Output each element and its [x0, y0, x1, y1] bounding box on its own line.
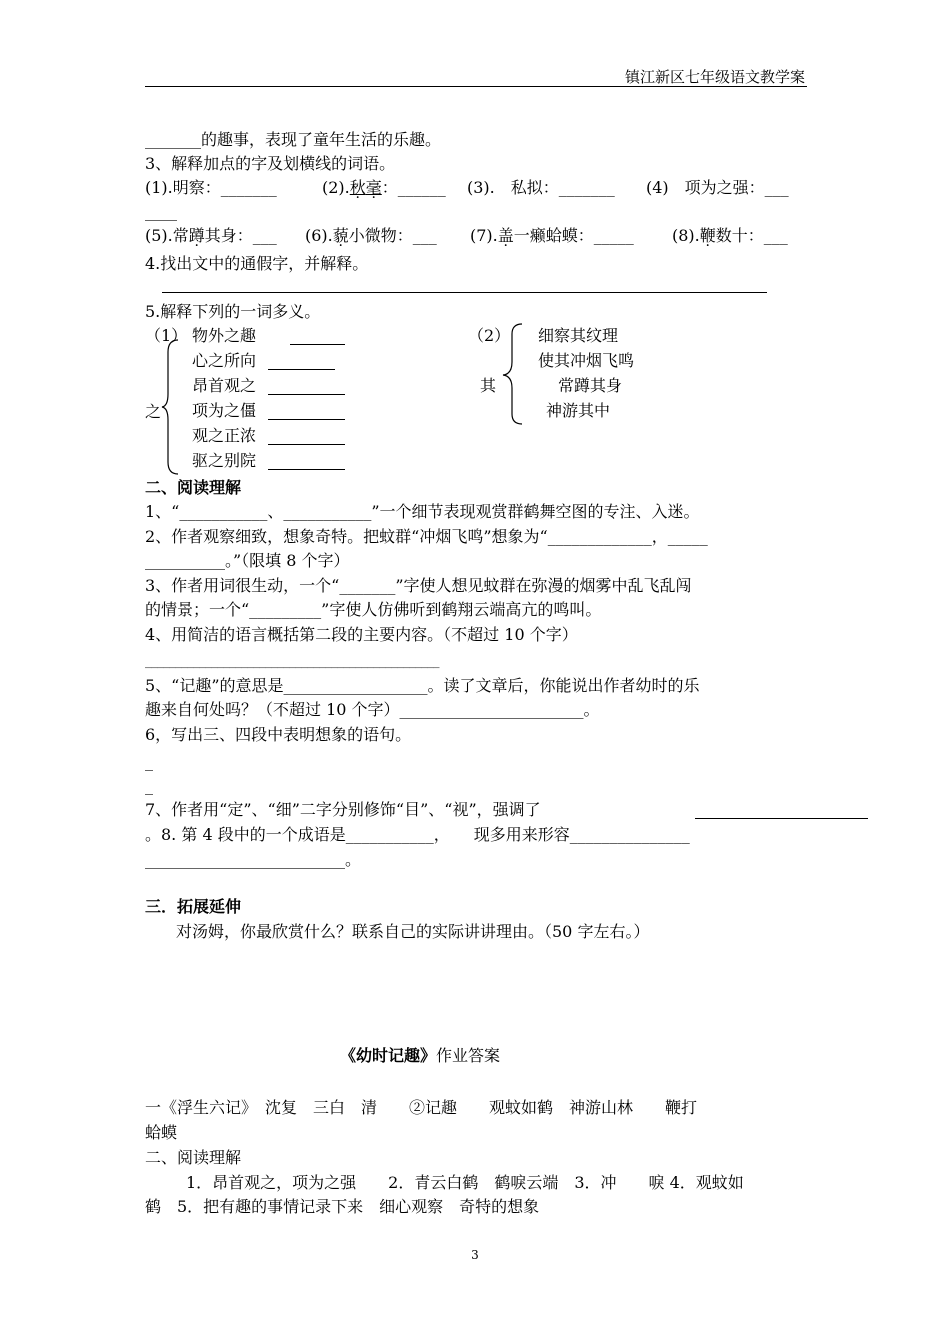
- reading-question-6-blank: _: [145, 776, 153, 795]
- reading-question-8-cont: _________________________。: [145, 850, 362, 869]
- group2-item: 使其冲烟飞鸣: [538, 351, 635, 370]
- vocab-question-3: (3). 私拟：_______: [467, 178, 615, 197]
- reading-question-8: 。8. 第 4 段中的一个成语是___________， 现多用来形容_______________: [145, 825, 690, 844]
- reading-question-3-cont: 的情景；一个“_________”字使人仿佛听到鹤翔云端高亢的鸣叫。: [145, 600, 602, 619]
- reading-question-5-cont: 趣来自何处吗？（不超过 10 个字）_______________________。: [145, 700, 600, 719]
- group1-blank: [268, 369, 335, 370]
- reading-question-3: 3、作者用词很生动，一个“_______”字使人想见蚊群在弥漫的烟雾中乱飞乱闯: [145, 576, 692, 595]
- reading-question-7: 7、作者用“定”、“细”二字分别修饰“目”、“视”，强调了: [145, 800, 541, 819]
- reading-question-1: 1、“___________、___________”一个细节表现观赏群鹤舞空图的专注、入迷。: [145, 502, 700, 521]
- answer-line: [162, 292, 767, 293]
- group2-item: 细察其纹理: [538, 326, 619, 345]
- answers-line: 二、阅读理解: [145, 1148, 242, 1167]
- group1-item: 观之正浓: [192, 426, 257, 445]
- reading-question-6-blank: _: [145, 752, 153, 771]
- group1-number: （1）: [145, 326, 188, 345]
- group1-blank: [268, 394, 345, 395]
- extension-question: 对汤姆，你最欣赏什么？联系自己的实际讲讲理由。（50 字左右。）: [176, 922, 650, 941]
- page-number: 3: [471, 1248, 479, 1262]
- answers-line: 一《浮生六记》 沈复 三白 清 ②记趣 观蚊如鹤 神游山林 鞭打: [145, 1098, 698, 1117]
- group2-char: 其: [480, 376, 497, 395]
- group2-number: （2）: [468, 326, 511, 345]
- reading-question-6: 6，写出三、四段中表明想象的语句。: [145, 725, 412, 744]
- vocab-question-8: (8).鞭数十：___: [672, 226, 788, 245]
- header-rule: [145, 86, 807, 87]
- reading-question-7-blank: [695, 818, 868, 819]
- vocab-question-2: (2).秋毫：______: [322, 178, 446, 197]
- part1-line-1: _______的趣事，表现了童年生活的乐趣。: [145, 130, 442, 149]
- group1-blank: [268, 444, 345, 445]
- group1-brace: [160, 338, 182, 476]
- vocab-question-7: (7).盖一癞蛤蟆：_____: [470, 226, 634, 245]
- answers-line: 1．昂首观之，项为之强 2．青云白鹤 鹤唳云端 3．冲 唳 4．观蚊如: [186, 1173, 744, 1192]
- part1-instruction-5: 5.解释下列的一词多义。: [145, 302, 321, 321]
- group1-item: 昂首观之: [192, 376, 257, 395]
- group1-blank: [268, 469, 345, 470]
- vocab-question-6: (6).藐小微物：___: [305, 226, 437, 245]
- vocab-question-4: (4) 项为之强：___: [646, 178, 789, 197]
- group1-item: 物外之趣: [192, 326, 257, 345]
- group1-char: 之: [145, 402, 162, 421]
- group2-item: 神游其中: [546, 401, 611, 420]
- reading-question-2: 2、作者观察细致，想象奇特。把蚊群“冲烟飞鸣”想象为“_____________，_____: [145, 527, 708, 546]
- group1-blank: [290, 344, 345, 345]
- group1-blank: [268, 419, 345, 420]
- group2-item: 常蹲其身: [558, 376, 623, 395]
- answers-title: 《幼时记趣》作业答案: [340, 1046, 501, 1065]
- answers-line: 鹤 5．把有趣的事情记录下来 细心观察 奇特的想象: [145, 1197, 540, 1216]
- group1-item: 心之所向: [192, 351, 257, 370]
- vocab-question-5: (5).常蹲其身：___: [145, 226, 277, 245]
- vocab-question-1: (1).明察：_______: [145, 178, 277, 197]
- vocab-blank-continued: ____: [145, 202, 177, 221]
- group2-brace: [500, 322, 526, 426]
- reading-question-4: 4、用简洁的语言概括第二段的主要内容。（不超过 10 个字）: [145, 625, 578, 644]
- answers-line: 蛤蟆: [145, 1123, 178, 1142]
- part1-instruction-4: 4.找出文中的通假字，并解释。: [145, 254, 369, 273]
- group1-item: 项为之僵: [192, 401, 257, 420]
- reading-question-5: 5、“记趣”的意思是__________________。读了文章后，你能说出作者幼时的乐: [145, 676, 700, 695]
- section-title-reading: 二、阅读理解: [145, 478, 242, 497]
- part1-instruction-3: 3、解释加点的字及划横线的词语。: [145, 154, 396, 173]
- group1-item: 驱之别院: [192, 451, 257, 470]
- reading-question-4-blank: _________________________________________________: [145, 654, 439, 669]
- header-title: 镇江新区七年级语文教学案: [624, 68, 805, 86]
- reading-question-2-cont: __________。”（限填 8 个字）: [145, 551, 350, 570]
- section-title-extension: 三．拓展延伸: [145, 897, 242, 916]
